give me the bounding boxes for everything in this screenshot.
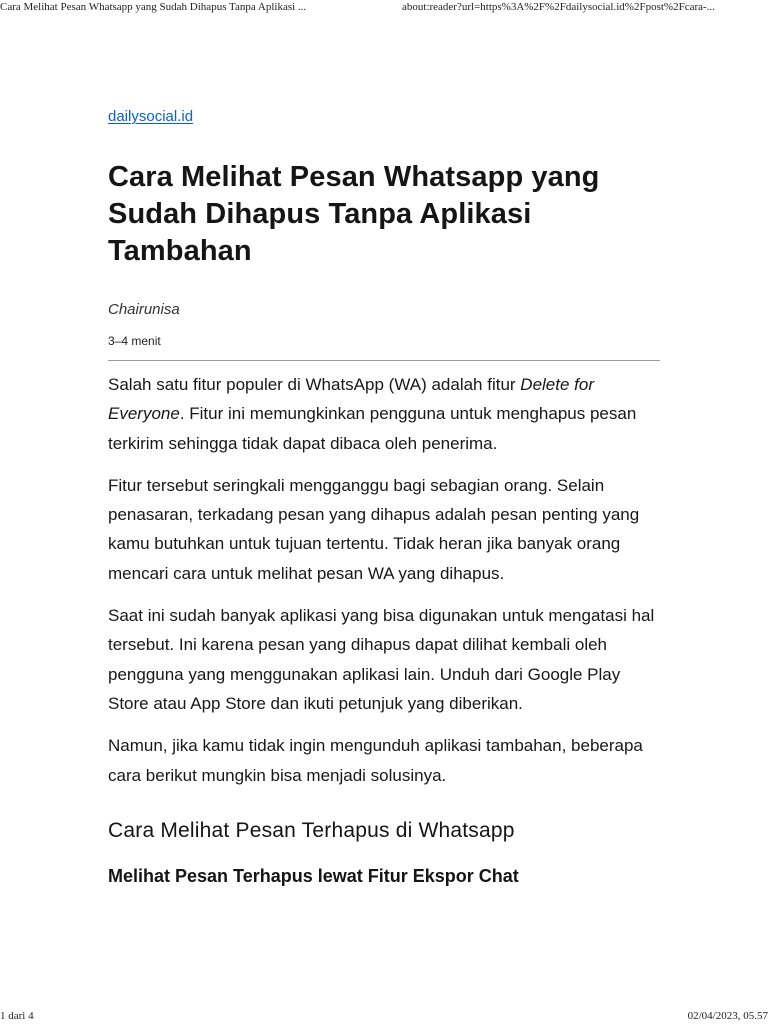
source-domain-link[interactable]: dailysocial.id [108,108,194,125]
article-paragraph-1 [108,370,660,458]
section-heading: Cara Melihat Pesan Terhapus di Whatsapp [108,818,515,842]
article-author: Chairunisa [108,301,180,318]
print-header-page-title: Cara Melihat Pesan Whatsapp yang Sudah Dihapus Tanpa Aplikasi ... [0,1,307,13]
page-count: 1 dari 4 [0,1010,34,1022]
paragraph-1-text-after: . Fitur ini memungkinkan pengguna untuk menghapus pesan terkirim sehingga tidak dapat dibaca oleh penerima. [108,404,637,453]
article-paragraph-3: Saat ini sudah banyak aplikasi yang bisa digunakan untuk mengatasi hal tersebut. Ini karena pesan yang dihapus dapat dilihat kembali oleh pengguna yang menggunakan aplikasi lain. Unduh dari Google Play Store atau App Store dan ikuti petunjuk yang diberikan. [108,606,655,713]
paragraph-1-emphasis: Delete for Everyone [108,375,594,424]
reading-time: 3–4 menit [108,334,161,348]
article-body [108,370,660,889]
article-paragraph-4: Namun, jika kamu tidak ingin mengunduh aplikasi tambahan, beberapa cara berikut mungkin bisa menjadi solusinya. [108,736,643,785]
print-header [0,1,768,17]
print-header-url: about:reader?url=https%3A%2F%2Fdailysocial.id%2Fpost%2Fcara-... [402,1,715,13]
article-title: Cara Melihat Pesan Whatsapp yang Sudah Dihapus Tanpa Aplikasi Tambahan [108,161,600,267]
print-timestamp: 02/04/2023, 05.57 [687,1010,768,1022]
reader-article [108,104,660,889]
article-paragraph-2: Fitur tersebut seringkali mengganggu bagi sebagian orang. Selain penasaran, terkadang pesan yang dihapus adalah pesan penting yang kamu butuhkan untuk tujuan tertentu. Tidak heran jika banyak orang mencari cara untuk melihat pesan WA yang dihapus. [108,475,640,583]
header-divider [108,360,660,361]
subsection-heading: Melihat Pesan Terhapus lewat Fitur Ekspor Chat [108,865,519,886]
paragraph-1-text-before: Salah satu fitur populer di WhatsApp (WA) adalah fitur [108,375,521,394]
